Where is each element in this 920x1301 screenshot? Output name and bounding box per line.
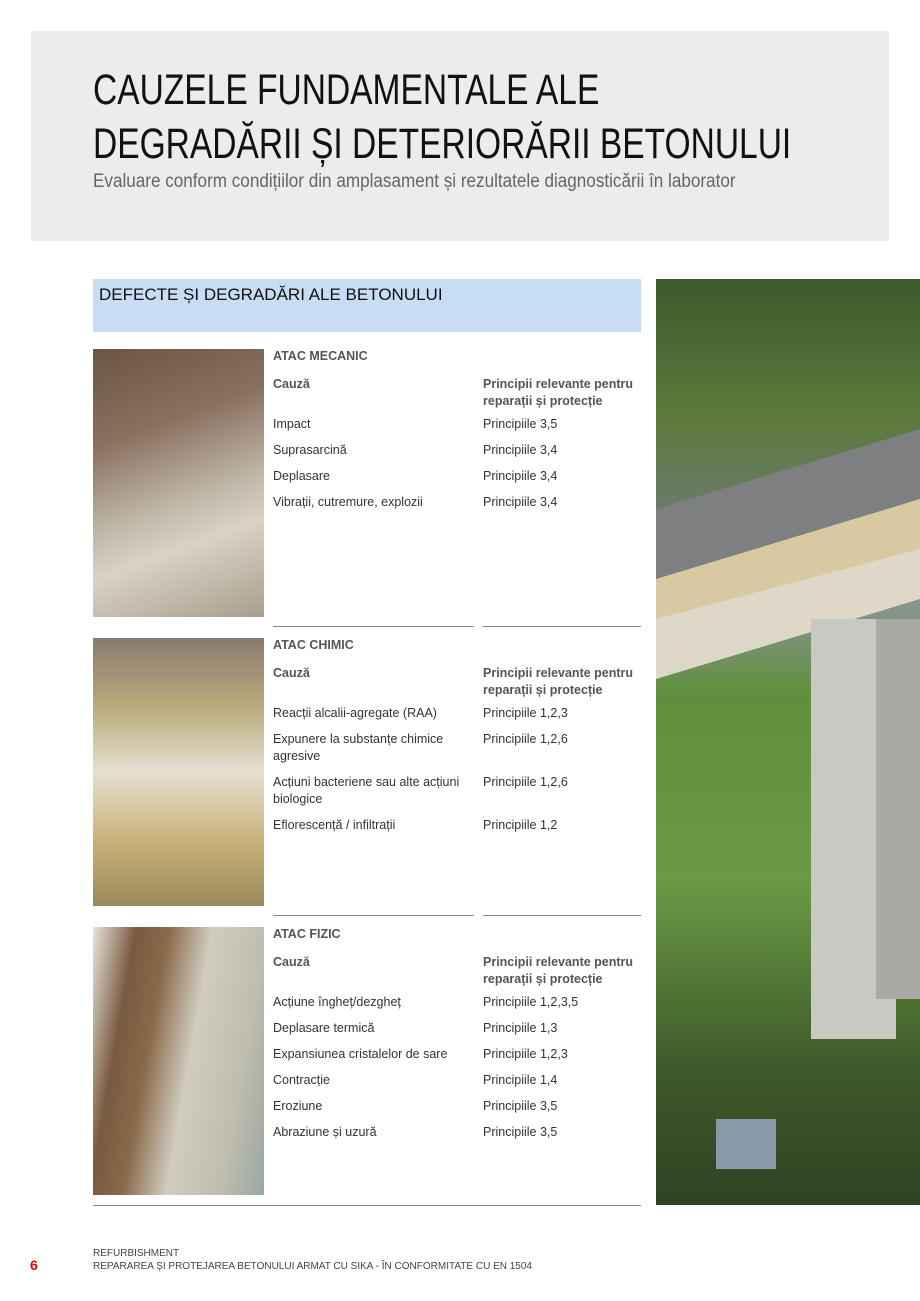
footer-line-2: REPARAREA ȘI PROTEJAREA BETONULUI ARMAT CU SIKA - ÎN CONFORMITATE CU EN 1504 xyxy=(93,1261,532,1272)
divider xyxy=(93,1205,641,1206)
mechanical-table xyxy=(273,349,641,520)
cause: Contracție xyxy=(273,1073,330,1087)
cause: Eroziune xyxy=(273,1099,323,1113)
cause: Reacții alcalii-agregate (RAA) xyxy=(273,706,437,720)
principle: Principiile 1,2 xyxy=(483,818,558,832)
page-title xyxy=(93,63,791,171)
footer xyxy=(93,1247,532,1273)
divider xyxy=(273,626,474,627)
section-mechanical xyxy=(93,349,641,617)
footer-line-1: REFURBISHMENT xyxy=(93,1248,180,1259)
title-line-2: DEGRADĂRII ȘI DETERIORĂRII BETONULUI xyxy=(93,120,792,168)
col-principle-header: Principii relevante pentru reparații și protecție xyxy=(483,955,634,986)
divider xyxy=(483,626,641,627)
principle: Principiile 1,2,6 xyxy=(483,775,568,789)
section-title: ATAC MECANIC xyxy=(273,349,368,363)
principle: Principiile 3,4 xyxy=(483,443,558,457)
col-cause-header: Cauză xyxy=(273,955,310,969)
cause: Expunere la substanțe chimice agresive xyxy=(273,732,444,763)
principle: Principiile 1,3 xyxy=(483,1021,558,1035)
divider xyxy=(273,915,474,916)
mechanical-damage-photo xyxy=(93,349,264,617)
cause: Expansiunea cristalelor de sare xyxy=(273,1047,448,1061)
physical-table xyxy=(273,927,641,1150)
principle: Principiile 3,4 xyxy=(483,495,558,509)
cause: Acțiune îngheț/dezgheț xyxy=(273,995,401,1009)
chemical-table xyxy=(273,638,641,843)
page-number: 6 xyxy=(30,1257,38,1273)
section-title: ATAC FIZIC xyxy=(273,927,341,941)
cause: Impact xyxy=(273,417,311,431)
col-principle-header: Principii relevante pentru reparații și protecție xyxy=(483,377,634,408)
section-chemical xyxy=(93,638,641,906)
cause: Vibrații, cutremure, explozii xyxy=(273,495,423,509)
principle: Principiile 1,2,3,5 xyxy=(483,995,579,1009)
page-subtitle: Evaluare conform condițiilor din amplasament și rezultatele diagnosticării în laborator xyxy=(93,171,736,192)
principle: Principiile 1,4 xyxy=(483,1073,558,1087)
chemical-attack-photo xyxy=(93,638,264,906)
section-band xyxy=(93,279,641,332)
section-title: ATAC CHIMIC xyxy=(273,638,354,652)
cause: Abraziune și uzură xyxy=(273,1125,377,1139)
bridge-photo xyxy=(656,279,920,1205)
cause: Acțiuni bacteriene sau alte acțiuni biologice xyxy=(273,775,460,806)
title-line-1: CAUZELE FUNDAMENTALE ALE xyxy=(93,66,600,114)
principle: Principiile 1,2,6 xyxy=(483,732,568,746)
section-physical xyxy=(93,927,641,1195)
cause: Deplasare xyxy=(273,469,330,483)
physical-attack-photo xyxy=(93,927,264,1195)
principle: Principiile 3,5 xyxy=(483,417,558,431)
principle: Principiile 3,5 xyxy=(483,1125,558,1139)
cause: Suprasarcină xyxy=(273,443,347,457)
principle: Principiile 3,4 xyxy=(483,469,558,483)
col-cause-header: Cauză xyxy=(273,377,310,391)
col-cause-header: Cauză xyxy=(273,666,310,680)
col-principle-header: Principii relevante pentru reparații și protecție xyxy=(483,666,634,697)
principle: Principiile 1,2,3 xyxy=(483,1047,568,1061)
section-heading: DEFECTE ȘI DEGRADĂRI ALE BETONULUI xyxy=(99,285,443,304)
principle: Principiile 3,5 xyxy=(483,1099,558,1113)
principle: Principiile 1,2,3 xyxy=(483,706,568,720)
divider xyxy=(483,915,641,916)
cause: Eflorescență / infiltrații xyxy=(273,818,396,832)
header-panel xyxy=(31,31,889,241)
cause: Deplasare termică xyxy=(273,1021,375,1035)
bridge-illustration xyxy=(656,279,920,1205)
